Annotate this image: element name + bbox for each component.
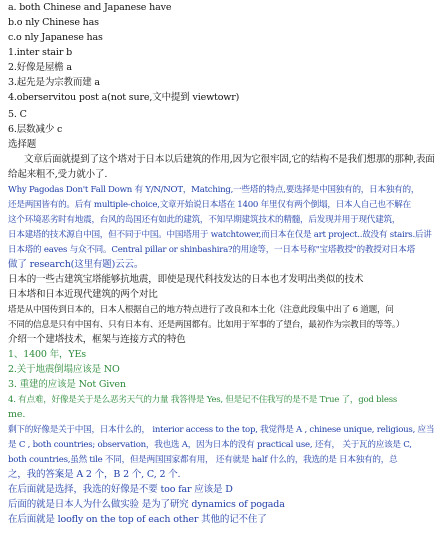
text-line: 做了 research(这里有题)云云。 [8,259,144,270]
text-line: 之，我的答案是 A 2 个，B 2 个, C, 2 个. [8,469,181,480]
text-line: 是 C , both countries; observation，我也选 A，因为日本的没有 practical use, 还有， 关于瓦的应该是 C, [8,440,412,450]
text-line: 还是两国皆有的。后有 multiple-choice,文章开始说日本塔在 1400 年里仅有两个倒塌，日本人自己也不解在 [8,200,411,210]
text-line: 日本塔和日本近现代建筑的两个对比 [8,289,158,300]
text-line: 在后面就是选择，我选的好像是不要 too far 应该是 D [8,484,233,495]
text-line: 2.好像是屋檐 a [8,62,72,73]
text-line: 给起来粗不,受力就小了. [8,169,108,180]
text-line: 日本建塔的技术源自中国，但不同于中国。中国塔用于 watchtower,而日本在仅是 art project..故没有 stairs.后讲 [8,230,432,240]
text-line: 塔是从中国传到日本的，日本人根据自己的地方特点进行了改良和本土化（注意此段集中出了 6 道题，问 [8,305,394,315]
text-line: c.o nly Japanese has [8,32,103,43]
text-line: 在后面就是 loofly on the top of each other 其他的记不住了 [8,514,267,525]
text-line: 后面的就是日本人为什么做实验 是为了研究 dynamics of pogada [8,499,285,510]
text-line: Why Pagodas Don't Fall Down 有 Y/N/NOT，Matching,一些塔的特点,要选择是中国独有的，日本独有的， [8,185,420,195]
text-line: 5. C [8,109,27,120]
text-line: 6.层数减少 c [8,124,63,135]
text-line: 介绍一个建塔技术，框架与连接方式的特色 [8,334,186,345]
text-line: me. [8,409,26,420]
text-line: 文章后面就提到了这个塔对于日本以后建筑的作用,因为它很牢固,它的结构不是我们想那的那种,表面 [24,154,435,165]
text-line: 日本塔的 eaves 与众不同。Central pillar or shinbashira?的用途等，一日本号称"宝塔教授"的教授对日本塔 [8,245,415,255]
text-line: a. both Chinese and Japanese have [8,2,172,13]
text-line: 4.oberservitou post a(not sure,文中提到 viewtowr) [8,92,240,103]
text-line: 1.inter stair b [8,47,73,58]
text-line: 日本的一些古建筑宝塔能够抗地震，即使是现代科技发达的日本也才发明出类似的技术 [8,274,364,285]
text-line: 不同的信息是只有中国有、只有日本有、还是两国都有。比如用于军事的了望台，最初作为宗教目的等等。） [8,320,405,330]
text-line: 选择题 [8,139,37,150]
text-line: 2.关于地震倒塌应该是 NO [8,364,120,375]
text-line: 3.起先是为宗教而建 a [8,77,100,88]
text-line: 剩下的好像是关于中国，日本什么的， interior access to the top, 我觉得是 A , chinese unique, religious, 应当 [8,425,435,435]
text-line: 3. 重建的应该是 Not Given [8,379,126,390]
text-line: 1、1400 年，YEs [8,349,87,360]
text-line: 这个环境恶劣时有地震，台风的岛国还有如此的建筑，不知早期建筑技术的精髓，后发现并用于现代建筑， [8,215,401,225]
text-line: b.o nly Chinese has [8,17,99,28]
text-line: both countries,虽然 tile 不同，但是两国国家都有用， 还有就是 half 什么的，我选的是 日本独有的，总 [8,455,398,465]
text-line: 4. 有点难，好像是关于是么恶劣天气的力量 我答得是 Yes, 但是记不住我写的是不是 True 了，god bless [8,395,398,405]
